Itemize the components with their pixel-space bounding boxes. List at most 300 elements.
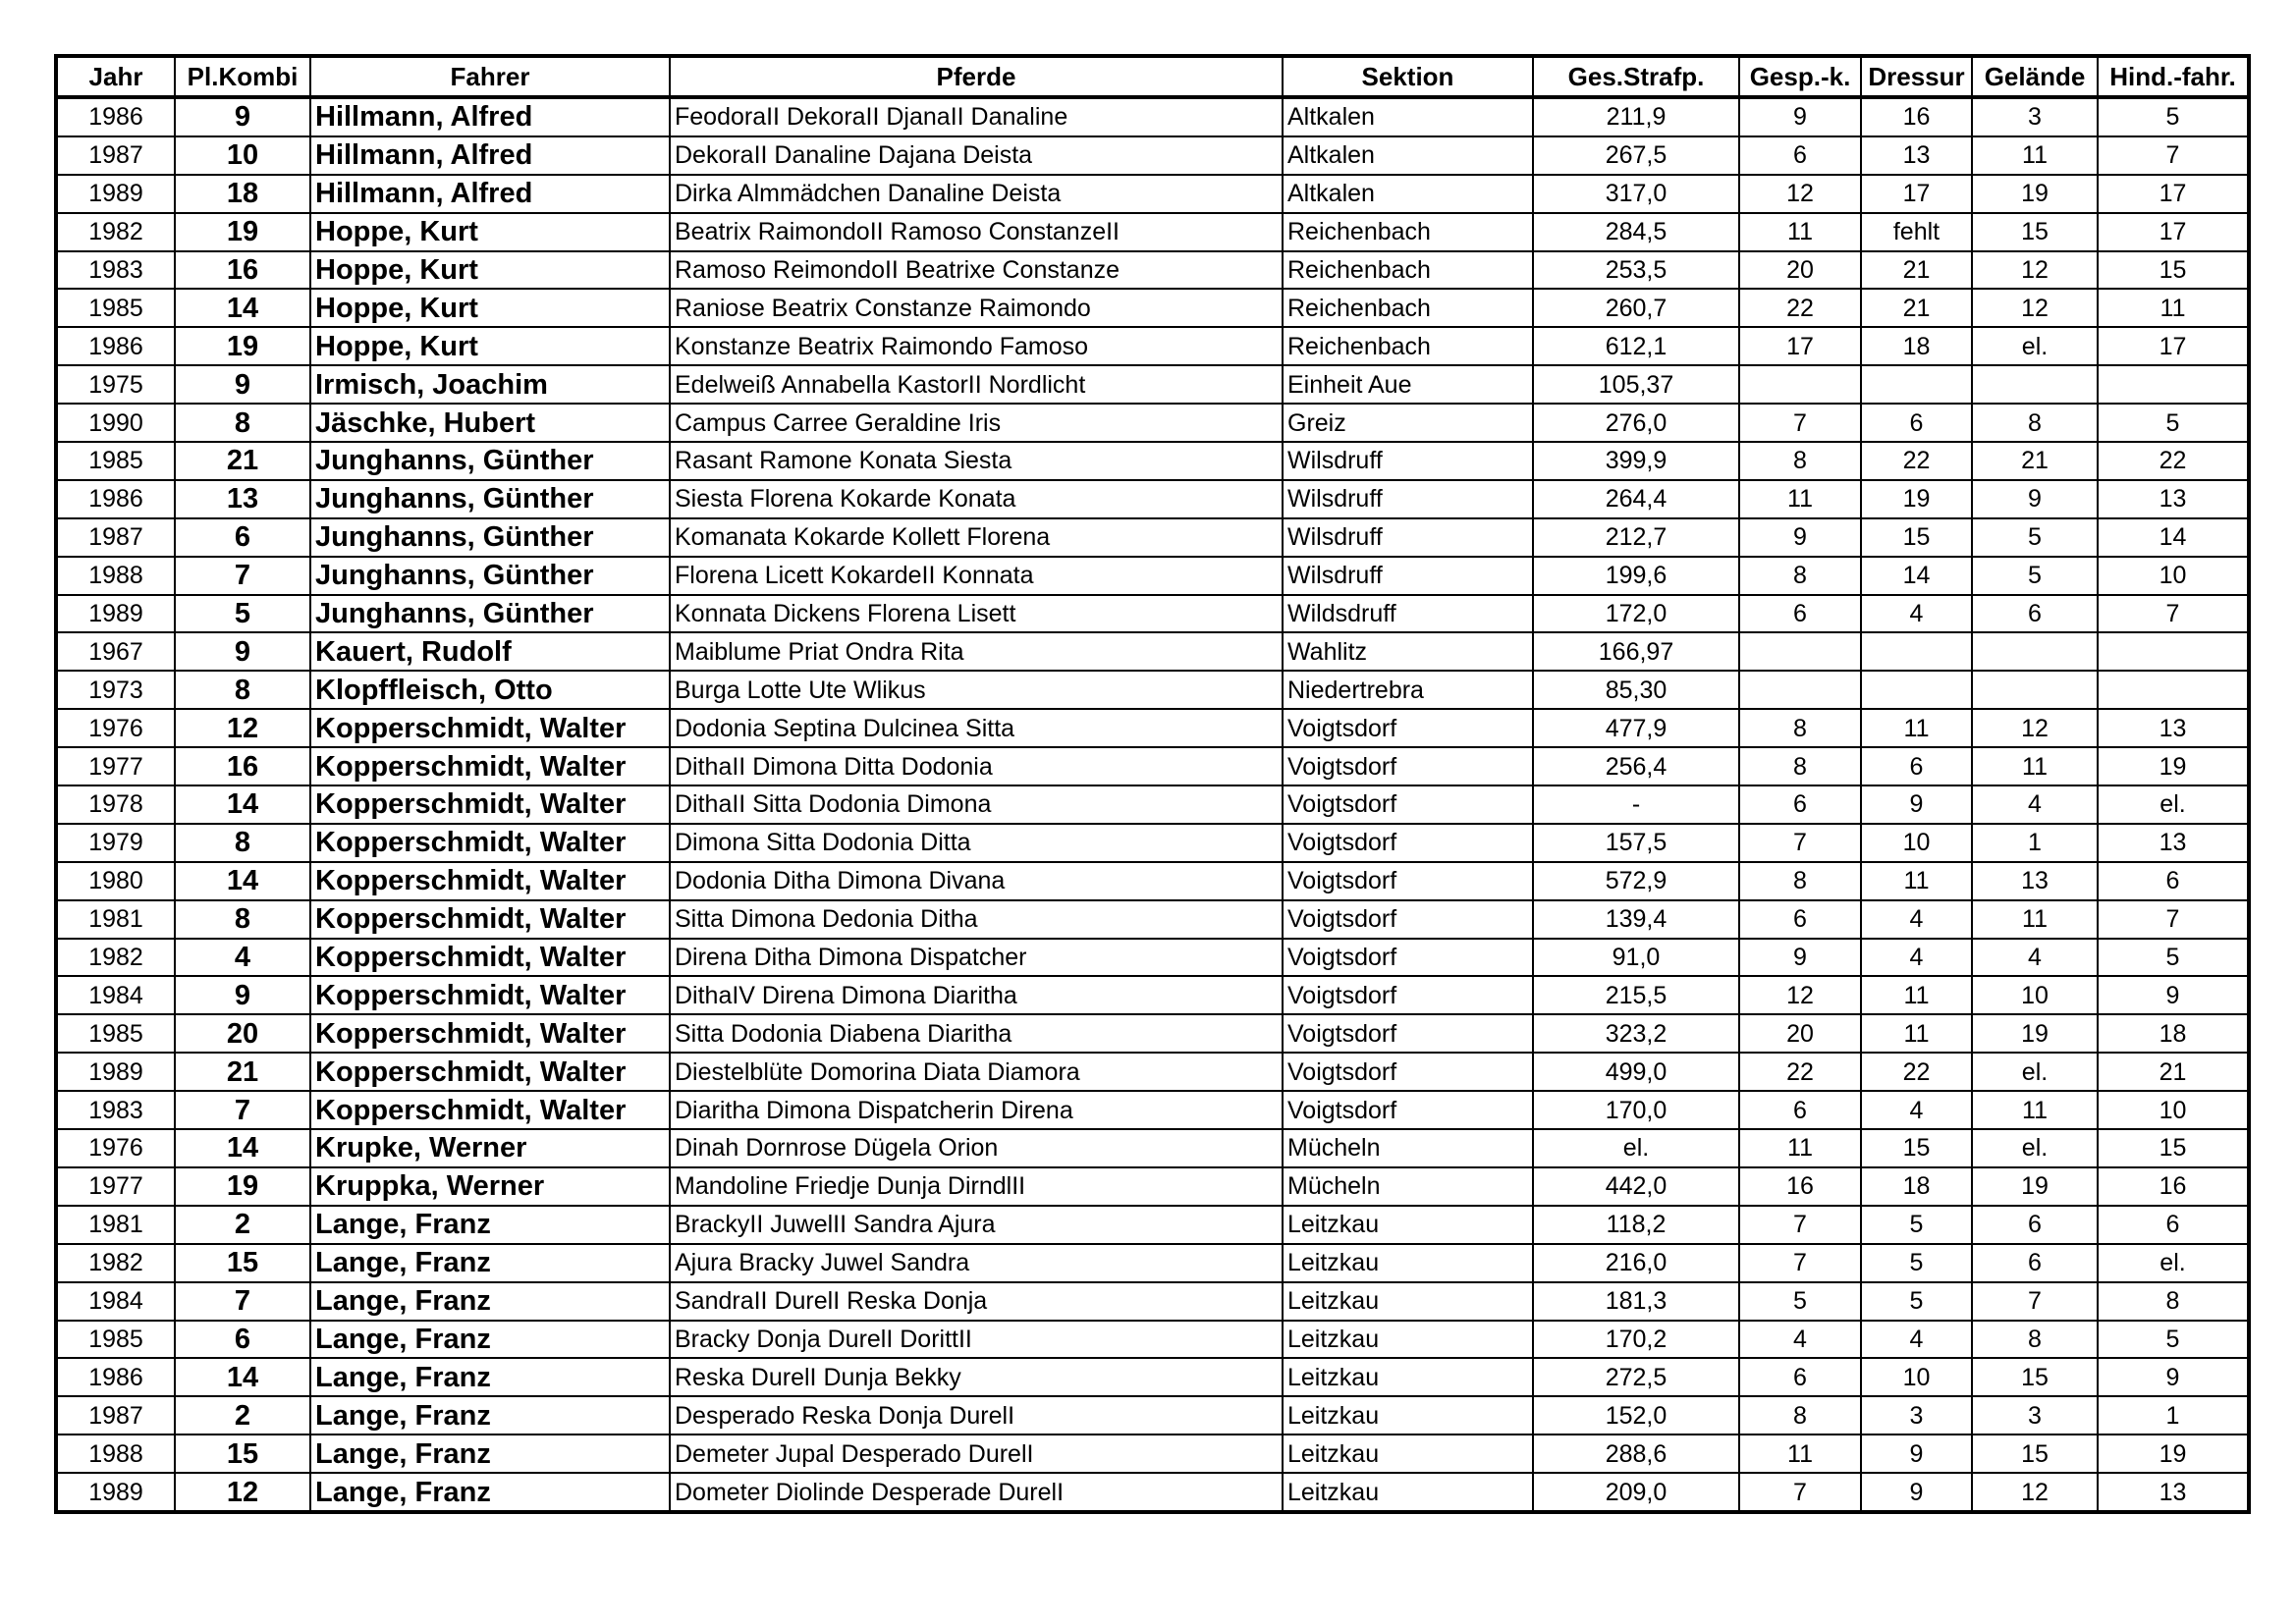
cell-sektion: Leitzkau bbox=[1283, 1321, 1533, 1359]
cell-ges-strafp: 267,5 bbox=[1533, 136, 1739, 175]
cell-sektion: Reichenbach bbox=[1283, 289, 1533, 327]
table-row bbox=[56, 1473, 2249, 1512]
cell-pferde: Rasant Ramone Konata Siesta bbox=[670, 442, 1283, 480]
cell-pferde: Dimona Sitta Dodonia Ditta bbox=[670, 824, 1283, 862]
cell-hind-fahr: 5 bbox=[2098, 404, 2249, 442]
cell-gesp-k: 12 bbox=[1739, 976, 1861, 1014]
cell-fahrer: Junghanns, Günther bbox=[310, 518, 670, 557]
cell-gelaende: 1 bbox=[1972, 824, 2098, 862]
table-row bbox=[56, 480, 2249, 518]
cell-hind-fahr: 9 bbox=[2098, 976, 2249, 1014]
cell-hind-fahr: 15 bbox=[2098, 251, 2249, 290]
cell-pl-kombi: 9 bbox=[175, 97, 310, 136]
cell-fahrer: Lange, Franz bbox=[310, 1321, 670, 1359]
cell-pferde: Beatrix RaimondoII Ramoso ConstanzeII bbox=[670, 213, 1283, 251]
cell-hind-fahr: 5 bbox=[2098, 939, 2249, 977]
table-row bbox=[56, 442, 2249, 480]
cell-pferde: Desperado Reska Donja DurelI bbox=[670, 1396, 1283, 1435]
table-row bbox=[56, 900, 2249, 939]
cell-pferde: Ajura Bracky Juwel Sandra bbox=[670, 1244, 1283, 1282]
cell-gesp-k: 4 bbox=[1739, 1321, 1861, 1359]
cell-jahr: 1986 bbox=[56, 327, 175, 365]
cell-fahrer: Kopperschmidt, Walter bbox=[310, 939, 670, 977]
table-row bbox=[56, 1396, 2249, 1435]
cell-ges-strafp: 399,9 bbox=[1533, 442, 1739, 480]
cell-hind-fahr: 11 bbox=[2098, 289, 2249, 327]
cell-pferde: Dometer Diolinde Desperade DurelI bbox=[670, 1473, 1283, 1512]
cell-fahrer: Kopperschmidt, Walter bbox=[310, 1091, 670, 1129]
cell-dressur: 17 bbox=[1861, 175, 1972, 213]
cell-hind-fahr: 16 bbox=[2098, 1167, 2249, 1206]
cell-dressur: 22 bbox=[1861, 442, 1972, 480]
cell-gelaende: 6 bbox=[1972, 1244, 2098, 1282]
cell-ges-strafp: 272,5 bbox=[1533, 1358, 1739, 1396]
cell-ges-strafp: 572,9 bbox=[1533, 862, 1739, 900]
cell-pl-kombi: 15 bbox=[175, 1244, 310, 1282]
cell-hind-fahr: 18 bbox=[2098, 1014, 2249, 1053]
cell-sektion: Wilsdruff bbox=[1283, 480, 1533, 518]
cell-dressur: 9 bbox=[1861, 1435, 1972, 1473]
cell-hind-fahr: 13 bbox=[2098, 709, 2249, 747]
cell-pl-kombi: 16 bbox=[175, 747, 310, 785]
cell-gesp-k: 6 bbox=[1739, 900, 1861, 939]
cell-dressur: 15 bbox=[1861, 518, 1972, 557]
cell-hind-fahr: 6 bbox=[2098, 862, 2249, 900]
cell-jahr: 1985 bbox=[56, 289, 175, 327]
cell-pl-kombi: 21 bbox=[175, 1053, 310, 1091]
cell-gesp-k: 7 bbox=[1739, 1244, 1861, 1282]
cell-hind-fahr: 7 bbox=[2098, 136, 2249, 175]
cell-jahr: 1985 bbox=[56, 1321, 175, 1359]
cell-ges-strafp: 166,97 bbox=[1533, 632, 1739, 671]
cell-gesp-k: 11 bbox=[1739, 480, 1861, 518]
cell-dressur: fehlt bbox=[1861, 213, 1972, 251]
cell-gesp-k: 8 bbox=[1739, 747, 1861, 785]
cell-ges-strafp: 152,0 bbox=[1533, 1396, 1739, 1435]
cell-pl-kombi: 20 bbox=[175, 1014, 310, 1053]
cell-gesp-k: 6 bbox=[1739, 595, 1861, 633]
cell-pl-kombi: 19 bbox=[175, 327, 310, 365]
cell-dressur: 5 bbox=[1861, 1282, 1972, 1321]
cell-dressur bbox=[1861, 632, 1972, 671]
cell-sektion: Leitzkau bbox=[1283, 1396, 1533, 1435]
cell-pferde: Dodonia Ditha Dimona Divana bbox=[670, 862, 1283, 900]
cell-dressur: 4 bbox=[1861, 1091, 1972, 1129]
cell-pl-kombi: 8 bbox=[175, 404, 310, 442]
cell-dressur: 11 bbox=[1861, 1014, 1972, 1053]
cell-pl-kombi: 12 bbox=[175, 1473, 310, 1512]
cell-hind-fahr bbox=[2098, 671, 2249, 709]
cell-dressur: 11 bbox=[1861, 709, 1972, 747]
cell-gelaende: 11 bbox=[1972, 136, 2098, 175]
cell-hind-fahr: 5 bbox=[2098, 1321, 2249, 1359]
table-row bbox=[56, 1091, 2249, 1129]
cell-gesp-k: 16 bbox=[1739, 1167, 1861, 1206]
cell-pferde: Konstanze Beatrix Raimondo Famoso bbox=[670, 327, 1283, 365]
cell-gelaende: 11 bbox=[1972, 900, 2098, 939]
cell-jahr: 1989 bbox=[56, 1053, 175, 1091]
cell-ges-strafp: 442,0 bbox=[1533, 1167, 1739, 1206]
cell-pl-kombi: 14 bbox=[175, 862, 310, 900]
cell-dressur bbox=[1861, 365, 1972, 404]
cell-fahrer: Lange, Franz bbox=[310, 1244, 670, 1282]
cell-hind-fahr: 1 bbox=[2098, 1396, 2249, 1435]
table-row bbox=[56, 709, 2249, 747]
cell-jahr: 1976 bbox=[56, 1129, 175, 1167]
cell-sektion: Voigtsdorf bbox=[1283, 939, 1533, 977]
cell-hind-fahr: 19 bbox=[2098, 1435, 2249, 1473]
cell-pferde: Konnata Dickens Florena Lisett bbox=[670, 595, 1283, 633]
cell-pferde: Dodonia Septina Dulcinea Sitta bbox=[670, 709, 1283, 747]
cell-gelaende: 11 bbox=[1972, 1091, 2098, 1129]
cell-pferde: SandraII DurelI Reska Donja bbox=[670, 1282, 1283, 1321]
cell-gelaende: 9 bbox=[1972, 480, 2098, 518]
cell-hind-fahr: 17 bbox=[2098, 175, 2249, 213]
cell-jahr: 1967 bbox=[56, 632, 175, 671]
cell-gelaende: 5 bbox=[1972, 557, 2098, 595]
cell-gesp-k: 12 bbox=[1739, 175, 1861, 213]
cell-gesp-k: 11 bbox=[1739, 213, 1861, 251]
cell-pferde: Diaritha Dimona Dispatcherin Direna bbox=[670, 1091, 1283, 1129]
cell-pferde: Burga Lotte Ute Wlikus bbox=[670, 671, 1283, 709]
cell-pl-kombi: 19 bbox=[175, 1167, 310, 1206]
cell-pl-kombi: 7 bbox=[175, 557, 310, 595]
cell-pl-kombi: 8 bbox=[175, 900, 310, 939]
cell-sektion: Wilsdruff bbox=[1283, 442, 1533, 480]
cell-gesp-k: 6 bbox=[1739, 785, 1861, 824]
cell-jahr: 1987 bbox=[56, 1396, 175, 1435]
column-header-ges-strafp: Ges.Strafp. bbox=[1533, 56, 1739, 97]
table-row bbox=[56, 1129, 2249, 1167]
cell-gelaende: 8 bbox=[1972, 1321, 2098, 1359]
cell-jahr: 1986 bbox=[56, 480, 175, 518]
cell-ges-strafp: 139,4 bbox=[1533, 900, 1739, 939]
cell-pferde: DithaIV Direna Dimona Diaritha bbox=[670, 976, 1283, 1014]
cell-gesp-k: 11 bbox=[1739, 1129, 1861, 1167]
cell-hind-fahr: 21 bbox=[2098, 1053, 2249, 1091]
cell-gelaende: 15 bbox=[1972, 1435, 2098, 1473]
cell-fahrer: Irmisch, Joachim bbox=[310, 365, 670, 404]
table-row bbox=[56, 557, 2249, 595]
cell-dressur: 13 bbox=[1861, 136, 1972, 175]
cell-gelaende: 6 bbox=[1972, 1206, 2098, 1244]
cell-fahrer: Kopperschmidt, Walter bbox=[310, 785, 670, 824]
cell-hind-fahr: 8 bbox=[2098, 1282, 2249, 1321]
cell-gelaende: 13 bbox=[1972, 862, 2098, 900]
cell-gesp-k: 8 bbox=[1739, 1396, 1861, 1435]
cell-pl-kombi: 5 bbox=[175, 595, 310, 633]
cell-hind-fahr bbox=[2098, 632, 2249, 671]
cell-dressur: 11 bbox=[1861, 862, 1972, 900]
table-row bbox=[56, 1167, 2249, 1206]
cell-gesp-k: 17 bbox=[1739, 327, 1861, 365]
cell-hind-fahr: 15 bbox=[2098, 1129, 2249, 1167]
cell-jahr: 1989 bbox=[56, 175, 175, 213]
table-row bbox=[56, 175, 2249, 213]
cell-hind-fahr: 10 bbox=[2098, 557, 2249, 595]
cell-gesp-k: 7 bbox=[1739, 1206, 1861, 1244]
cell-gelaende: 21 bbox=[1972, 442, 2098, 480]
cell-dressur: 14 bbox=[1861, 557, 1972, 595]
cell-ges-strafp: 181,3 bbox=[1533, 1282, 1739, 1321]
cell-fahrer: Lange, Franz bbox=[310, 1473, 670, 1512]
cell-fahrer: Jäschke, Hubert bbox=[310, 404, 670, 442]
cell-fahrer: Kopperschmidt, Walter bbox=[310, 862, 670, 900]
cell-dressur: 9 bbox=[1861, 1473, 1972, 1512]
cell-gelaende: 4 bbox=[1972, 785, 2098, 824]
cell-ges-strafp: 477,9 bbox=[1533, 709, 1739, 747]
cell-pl-kombi: 7 bbox=[175, 1091, 310, 1129]
cell-pferde: Raniose Beatrix Constanze Raimondo bbox=[670, 289, 1283, 327]
cell-sektion: Leitzkau bbox=[1283, 1206, 1533, 1244]
cell-jahr: 1985 bbox=[56, 442, 175, 480]
cell-gelaende: 11 bbox=[1972, 747, 2098, 785]
cell-jahr: 1987 bbox=[56, 136, 175, 175]
cell-ges-strafp: 215,5 bbox=[1533, 976, 1739, 1014]
column-header-gesp-k: Gesp.-k. bbox=[1739, 56, 1861, 97]
cell-gesp-k: 20 bbox=[1739, 1014, 1861, 1053]
cell-gesp-k: 6 bbox=[1739, 1091, 1861, 1129]
cell-ges-strafp: 118,2 bbox=[1533, 1206, 1739, 1244]
cell-jahr: 1979 bbox=[56, 824, 175, 862]
cell-gelaende: 10 bbox=[1972, 976, 2098, 1014]
cell-pl-kombi: 14 bbox=[175, 785, 310, 824]
cell-sektion: Leitzkau bbox=[1283, 1358, 1533, 1396]
cell-ges-strafp: 256,4 bbox=[1533, 747, 1739, 785]
cell-dressur: 5 bbox=[1861, 1206, 1972, 1244]
table-row bbox=[56, 1244, 2249, 1282]
table-row bbox=[56, 136, 2249, 175]
cell-gelaende bbox=[1972, 632, 2098, 671]
cell-jahr: 1982 bbox=[56, 213, 175, 251]
cell-gesp-k: 6 bbox=[1739, 1358, 1861, 1396]
cell-jahr: 1983 bbox=[56, 1091, 175, 1129]
cell-sektion: Voigtsdorf bbox=[1283, 747, 1533, 785]
cell-jahr: 1986 bbox=[56, 97, 175, 136]
table-row bbox=[56, 1321, 2249, 1359]
cell-pferde: Dirka Almmädchen Danaline Deista bbox=[670, 175, 1283, 213]
cell-sektion: Voigtsdorf bbox=[1283, 862, 1533, 900]
column-header-sektion: Sektion bbox=[1283, 56, 1533, 97]
cell-dressur: 9 bbox=[1861, 785, 1972, 824]
cell-gelaende: 4 bbox=[1972, 939, 2098, 977]
cell-gelaende: 5 bbox=[1972, 518, 2098, 557]
cell-pferde: Reska DurelI Dunja Bekky bbox=[670, 1358, 1283, 1396]
cell-sektion: Altkalen bbox=[1283, 97, 1533, 136]
cell-sektion: Greiz bbox=[1283, 404, 1533, 442]
cell-ges-strafp: 253,5 bbox=[1533, 251, 1739, 290]
cell-pferde: DithaII Dimona Ditta Dodonia bbox=[670, 747, 1283, 785]
cell-gesp-k: 8 bbox=[1739, 442, 1861, 480]
cell-sektion: Wilsdruff bbox=[1283, 557, 1533, 595]
cell-ges-strafp: el. bbox=[1533, 1129, 1739, 1167]
cell-sektion: Voigtsdorf bbox=[1283, 1091, 1533, 1129]
cell-gelaende: 8 bbox=[1972, 404, 2098, 442]
cell-ges-strafp: 105,37 bbox=[1533, 365, 1739, 404]
cell-sektion: Einheit Aue bbox=[1283, 365, 1533, 404]
cell-gelaende: 15 bbox=[1972, 1358, 2098, 1396]
cell-pl-kombi: 14 bbox=[175, 1358, 310, 1396]
cell-sektion: Mücheln bbox=[1283, 1167, 1533, 1206]
column-header-hind-fahr: Hind.-fahr. bbox=[2098, 56, 2249, 97]
cell-hind-fahr: 13 bbox=[2098, 1473, 2249, 1512]
cell-pferde: Sitta Dimona Dedonia Ditha bbox=[670, 900, 1283, 939]
cell-fahrer: Kruppka, Werner bbox=[310, 1167, 670, 1206]
cell-fahrer: Hillmann, Alfred bbox=[310, 136, 670, 175]
table-row bbox=[56, 939, 2249, 977]
cell-gesp-k: 6 bbox=[1739, 136, 1861, 175]
cell-ges-strafp: 170,2 bbox=[1533, 1321, 1739, 1359]
cell-ges-strafp: 288,6 bbox=[1533, 1435, 1739, 1473]
cell-pferde: Komanata Kokarde Kollett Florena bbox=[670, 518, 1283, 557]
cell-gelaende: 12 bbox=[1972, 709, 2098, 747]
table-row bbox=[56, 1206, 2249, 1244]
cell-dressur: 10 bbox=[1861, 824, 1972, 862]
cell-hind-fahr: 13 bbox=[2098, 824, 2249, 862]
cell-gelaende: el. bbox=[1972, 327, 2098, 365]
cell-pferde: Dinah Dornrose Dügela Orion bbox=[670, 1129, 1283, 1167]
cell-dressur: 15 bbox=[1861, 1129, 1972, 1167]
cell-gesp-k bbox=[1739, 671, 1861, 709]
table-row bbox=[56, 404, 2249, 442]
cell-jahr: 1984 bbox=[56, 1282, 175, 1321]
table-row bbox=[56, 671, 2249, 709]
cell-ges-strafp: 612,1 bbox=[1533, 327, 1739, 365]
cell-ges-strafp: 260,7 bbox=[1533, 289, 1739, 327]
cell-jahr: 1973 bbox=[56, 671, 175, 709]
cell-gelaende: 12 bbox=[1972, 289, 2098, 327]
cell-fahrer: Lange, Franz bbox=[310, 1206, 670, 1244]
cell-ges-strafp: 212,7 bbox=[1533, 518, 1739, 557]
cell-pferde: Campus Carree Geraldine Iris bbox=[670, 404, 1283, 442]
cell-fahrer: Lange, Franz bbox=[310, 1358, 670, 1396]
cell-hind-fahr: el. bbox=[2098, 1244, 2249, 1282]
cell-pl-kombi: 13 bbox=[175, 480, 310, 518]
table-row bbox=[56, 862, 2249, 900]
cell-jahr: 1986 bbox=[56, 1358, 175, 1396]
cell-fahrer: Hoppe, Kurt bbox=[310, 327, 670, 365]
cell-ges-strafp: 264,4 bbox=[1533, 480, 1739, 518]
cell-fahrer: Junghanns, Günther bbox=[310, 480, 670, 518]
cell-gelaende: el. bbox=[1972, 1053, 2098, 1091]
cell-jahr: 1977 bbox=[56, 1167, 175, 1206]
cell-fahrer: Junghanns, Günther bbox=[310, 557, 670, 595]
cell-sektion: Altkalen bbox=[1283, 175, 1533, 213]
cell-pl-kombi: 8 bbox=[175, 824, 310, 862]
cell-pl-kombi: 8 bbox=[175, 671, 310, 709]
cell-gesp-k: 9 bbox=[1739, 939, 1861, 977]
cell-gelaende: 12 bbox=[1972, 251, 2098, 290]
table-row bbox=[56, 518, 2249, 557]
table-row bbox=[56, 1435, 2249, 1473]
cell-jahr: 1985 bbox=[56, 1014, 175, 1053]
cell-ges-strafp: 276,0 bbox=[1533, 404, 1739, 442]
cell-hind-fahr: 5 bbox=[2098, 97, 2249, 136]
table-row bbox=[56, 976, 2249, 1014]
cell-pl-kombi: 7 bbox=[175, 1282, 310, 1321]
cell-fahrer: Kopperschmidt, Walter bbox=[310, 709, 670, 747]
cell-dressur: 10 bbox=[1861, 1358, 1972, 1396]
table-row bbox=[56, 747, 2249, 785]
cell-fahrer: Hoppe, Kurt bbox=[310, 251, 670, 290]
table-row bbox=[56, 632, 2249, 671]
cell-fahrer: Hillmann, Alfred bbox=[310, 175, 670, 213]
cell-jahr: 1976 bbox=[56, 709, 175, 747]
cell-sektion: Altkalen bbox=[1283, 136, 1533, 175]
cell-pferde: Mandoline Friedje Dunja DirndlII bbox=[670, 1167, 1283, 1206]
table-row bbox=[56, 251, 2249, 290]
cell-gelaende: 19 bbox=[1972, 175, 2098, 213]
table-row bbox=[56, 327, 2249, 365]
cell-pl-kombi: 19 bbox=[175, 213, 310, 251]
cell-sektion: Reichenbach bbox=[1283, 327, 1533, 365]
cell-sektion: Leitzkau bbox=[1283, 1244, 1533, 1282]
table-row bbox=[56, 289, 2249, 327]
cell-sektion: Reichenbach bbox=[1283, 251, 1533, 290]
table-row bbox=[56, 1358, 2249, 1396]
cell-gelaende: 19 bbox=[1972, 1167, 2098, 1206]
cell-dressur: 6 bbox=[1861, 747, 1972, 785]
results-table bbox=[54, 54, 2251, 1514]
cell-pferde: Direna Ditha Dimona Dispatcher bbox=[670, 939, 1283, 977]
cell-pl-kombi: 9 bbox=[175, 365, 310, 404]
cell-gelaende: 15 bbox=[1972, 213, 2098, 251]
cell-hind-fahr bbox=[2098, 365, 2249, 404]
cell-pferde: Ramoso ReimondoII Beatrixe Constanze bbox=[670, 251, 1283, 290]
cell-pl-kombi: 15 bbox=[175, 1435, 310, 1473]
table-row bbox=[56, 1014, 2249, 1053]
cell-jahr: 1981 bbox=[56, 900, 175, 939]
cell-dressur: 4 bbox=[1861, 1321, 1972, 1359]
cell-gelaende: 19 bbox=[1972, 1014, 2098, 1053]
cell-pferde: Sitta Dodonia Diabena Diaritha bbox=[670, 1014, 1283, 1053]
table-row bbox=[56, 97, 2249, 136]
cell-hind-fahr: 13 bbox=[2098, 480, 2249, 518]
cell-hind-fahr: 6 bbox=[2098, 1206, 2249, 1244]
cell-gesp-k: 22 bbox=[1739, 289, 1861, 327]
table-row bbox=[56, 785, 2249, 824]
cell-pl-kombi: 9 bbox=[175, 632, 310, 671]
cell-pferde: Demeter Jupal Desperado DurelI bbox=[670, 1435, 1283, 1473]
cell-pferde: Siesta Florena Kokarde Konata bbox=[670, 480, 1283, 518]
cell-sektion: Voigtsdorf bbox=[1283, 1014, 1533, 1053]
cell-dressur: 6 bbox=[1861, 404, 1972, 442]
cell-sektion: Voigtsdorf bbox=[1283, 1053, 1533, 1091]
cell-fahrer: Krupke, Werner bbox=[310, 1129, 670, 1167]
cell-ges-strafp: - bbox=[1533, 785, 1739, 824]
cell-fahrer: Hoppe, Kurt bbox=[310, 289, 670, 327]
cell-jahr: 1983 bbox=[56, 251, 175, 290]
cell-dressur: 21 bbox=[1861, 289, 1972, 327]
cell-sektion: Wildsdruff bbox=[1283, 595, 1533, 633]
column-header-dressur: Dressur bbox=[1861, 56, 1972, 97]
column-header-gelaende: Gelände bbox=[1972, 56, 2098, 97]
cell-fahrer: Kauert, Rudolf bbox=[310, 632, 670, 671]
cell-dressur: 18 bbox=[1861, 1167, 1972, 1206]
cell-ges-strafp: 170,0 bbox=[1533, 1091, 1739, 1129]
cell-ges-strafp: 157,5 bbox=[1533, 824, 1739, 862]
cell-dressur: 11 bbox=[1861, 976, 1972, 1014]
table-row bbox=[56, 365, 2249, 404]
cell-jahr: 1982 bbox=[56, 1244, 175, 1282]
cell-hind-fahr: 10 bbox=[2098, 1091, 2249, 1129]
cell-gelaende: 3 bbox=[1972, 1396, 2098, 1435]
cell-fahrer: Kopperschmidt, Walter bbox=[310, 824, 670, 862]
cell-pferde: FeodorаII DekoraII DjanaII Danaline bbox=[670, 97, 1283, 136]
cell-dressur: 19 bbox=[1861, 480, 1972, 518]
cell-pl-kombi: 14 bbox=[175, 1129, 310, 1167]
cell-ges-strafp: 91,0 bbox=[1533, 939, 1739, 977]
